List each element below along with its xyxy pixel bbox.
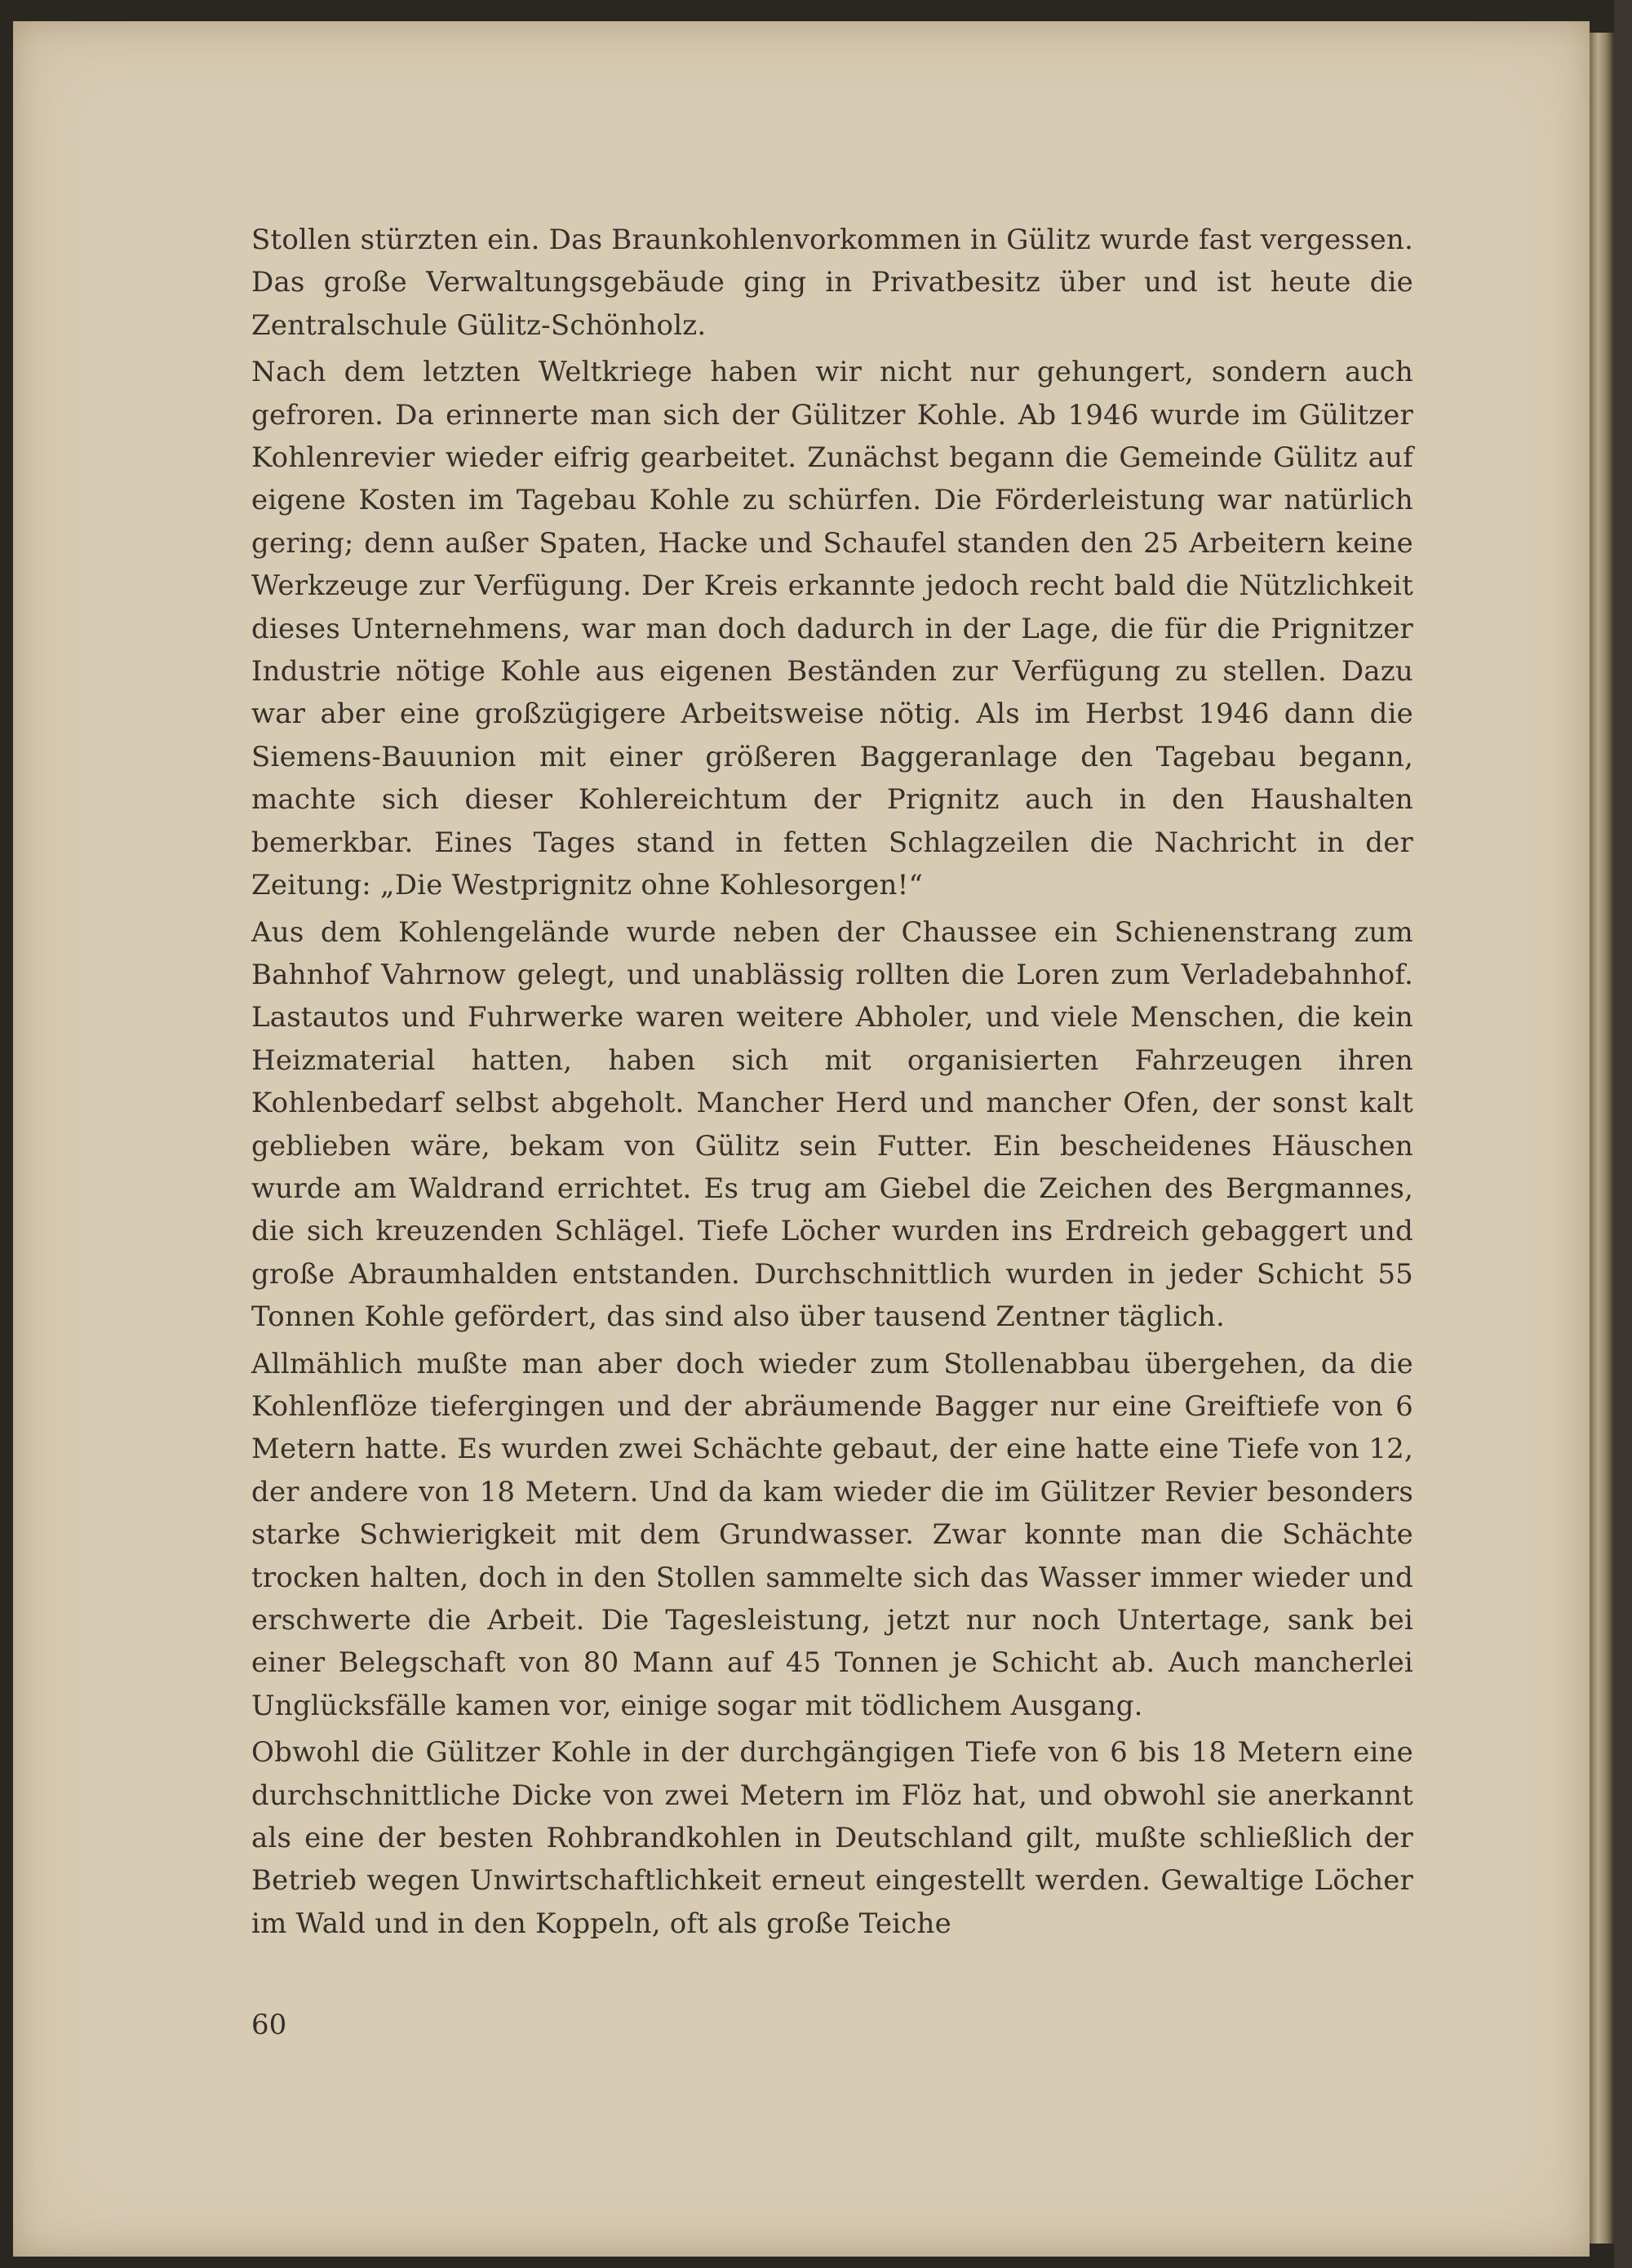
paragraph-1: Stollen stürzten ein. Das Braunkohlenvorkommen in Gülitz wurde fast vergessen. Das große Verwaltungsgebäude ging in Privatbesitz über und ist heute die Zentralschule Gülitz-Schönholz. <box>251 224 1413 342</box>
page-number: 60 <box>251 2009 287 2041</box>
paragraph-2: Nach dem letzten Weltkriege haben wir nicht nur gehungert, sondern auch gefroren. Da erinnerte man sich der Gülitzer Kohle. Ab 1946 wurde im Gülitzer Kohlenrevier wieder eifrig gearbeitet. Zunächst begann die Gemeinde Gülitz auf eigene Kosten im Tagebau Kohle zu schürfen. Die Förderleistung war natürlich gering; denn außer Spaten, Hacke und Schaufel standen den 25 Arbeitern keine Werkzeuge zur Verfügung. Der Kreis erkannte jedoch recht bald die Nützlichkeit dieses Unternehmens, war man doch dadurch in der Lage, die für die Prignitzer Industrie nötige Kohle aus eigenen Beständen zur Verfügung zu stellen. Dazu war aber eine großzügigere Arbeitsweise nötig. Als im Herbst 1946 dann die Siemens-Bauunion mit einer größeren Baggeranlage den Tagebau begann, machte sich dieser Kohlereichtum der Prignitz auch in den Haushalten bemerkbar. Eines Tages stand in fetten Schlagzeilen die Nachricht in der Zeitung: „Die Westprignitz ohne Kohlesorgen!“ <box>251 356 1413 902</box>
paragraph-4: Allmählich mußte man aber doch wieder zum Stollenabbau übergehen, da die Kohlenflöze tiefergingen und der abräumende Bagger nur eine Greiftiefe von 6 Metern hatte. Es wurden zwei Schächte gebaut, der eine hatte eine Tiefe von 12, der andere von 18 Metern. Und da kam wieder die im Gülitzer Revier besonders starke Schwierigkeit mit dem Grundwasser. Zwar konnte man die Schächte trocken halten, doch in den Stollen sammelte sich das Wasser immer wieder und erschwerte die Arbeit. Die Tagesleistung, jetzt nur noch Untertage, sank bei einer Belegschaft von 80 Mann auf 45 Tonnen je Schicht ab. Auch mancherlei Unglücksfälle kamen vor, einige sogar mit tödlichem Ausgang. <box>251 1347 1413 1722</box>
book-spine <box>1614 0 1632 2268</box>
body-text <box>251 219 1413 1949</box>
paragraph-3: Aus dem Kohlengelände wurde neben der Chaussee ein Schienenstrang zum Bahnhof Vahrnow gelegt, und unablässig rollten die Loren zum Verladebahnhof. Lastautos und Fuhrwerke waren weitere Abholer, und viele Menschen, die kein Heizmaterial hatten, haben sich mit organisierten Fahrzeugen ihren Kohlenbedarf selbst abgeholt. Mancher Herd und mancher Ofen, der sonst kalt geblieben wäre, bekam von Gülitz sein Futter. Ein bescheidenes Häuschen wurde am Waldrand errichtet. Es trug am Giebel die Zeichen des Bergmannes, die sich kreuzenden Schlägel. Tiefe Löcher wurden ins Erdreich gebaggert und große Abraumhalden entstanden. Durchschnittlich wurden in jeder Schicht 55 Tonnen Kohle gefördert, das sind also über tausend Zentner täglich. <box>251 915 1413 1334</box>
page-edge <box>1590 33 1614 2244</box>
paragraph-5: Obwohl die Gülitzer Kohle in der durchgängigen Tiefe von 6 bis 18 Metern eine durchschnittliche Dicke von zwei Metern im Flöz hat, und obwohl sie anerkannt als eine der besten Rohbrandkohlen in Deutschland gilt, mußte schließlich der Betrieb wegen Unwirtschaftlichkeit erneut eingestellt werden. Gewaltige Löcher im Wald und in den Koppeln, oft als große Teiche <box>251 1736 1413 1940</box>
